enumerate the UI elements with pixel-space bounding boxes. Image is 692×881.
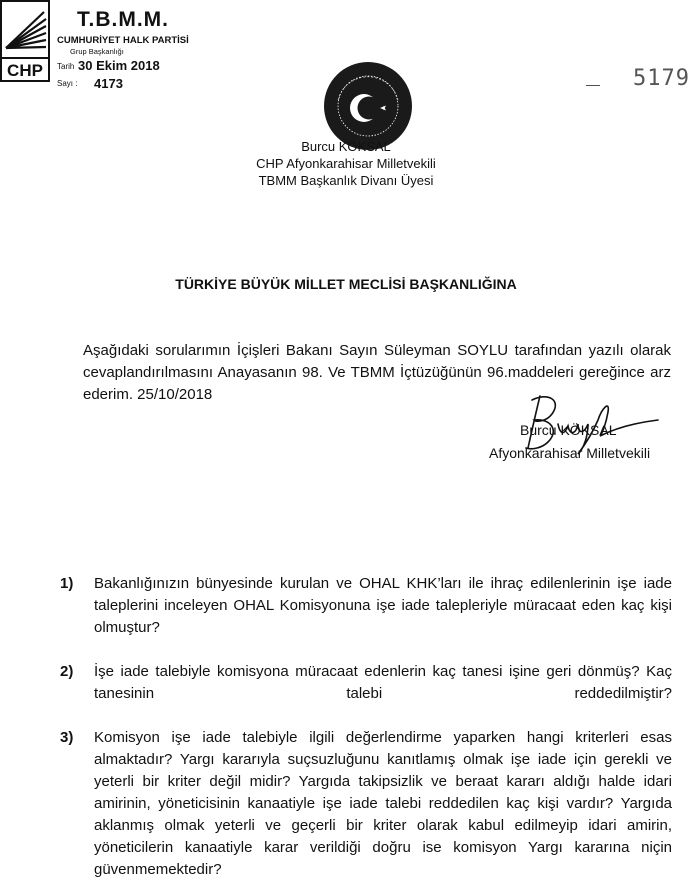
stamp-number-value: 4173 bbox=[94, 76, 123, 91]
question-text: İşe iade talebiyle komisyona müracaat edenlerin kaç tanesi işine geri dönmüş? Kaç tanesinin talebi reddedilmiştir? bbox=[94, 663, 672, 702]
page-title: TÜRKİYE BÜYÜK MİLLET MECLİSİ BAŞKANLIĞINA bbox=[175, 276, 517, 292]
sender-title: CHP Afyonkarahisar Milletvekili bbox=[256, 156, 436, 171]
stamp-date-label: Tarih bbox=[57, 62, 75, 71]
sender-block bbox=[200, 138, 492, 189]
list-item bbox=[60, 661, 672, 727]
signer-title: Afyonkarahisar Milletvekili bbox=[489, 445, 651, 461]
question-number: 1) bbox=[60, 575, 74, 592]
question-list bbox=[60, 573, 672, 881]
registry-number: 5179 bbox=[633, 66, 690, 91]
stamp-number-label: Sayı : bbox=[57, 79, 78, 88]
chp-logo bbox=[0, 0, 50, 82]
chp-logo-text: CHP bbox=[7, 61, 43, 80]
body-paragraph: Aşağıdaki sorularımın İçişleri Bakanı Sayın Süleyman SOYLU tarafından yazılı olarak cevaplandırılmasını Anayasanın 98. Ve TBMM İçtüzüğünün 96.maddeleri gereğince arz ederim. 25/10/2018 bbox=[83, 342, 671, 403]
stamp-date-value: 30 Ekim 2018 bbox=[78, 58, 160, 73]
question-text: Komisyon işe iade talebiyle ilgili değerlendirme yaparken hangi kriterleri esas almaktadır? Yargı kararıyla suçsuzluğunu kanıtlamış olmak işe iade için gerekli ve yeterli bir kriter değil midir? Yargıda takipsizlik ve beraat kararı aldığı halde idari amirinin, yöneticisinin kanaatiyle işe iade talebi reddedilen kaç kişi vardır? Yargıda aklanmış olmak yeterli ve geçerli bir kriter olarak kabul edilmeyip idari amirin, yöneticilerin kanaatiyle karar verildiği doğru ise komisyon Yargı kararına niçin güvenmemektedir? bbox=[94, 729, 672, 878]
registry-dash: — bbox=[586, 76, 600, 92]
question-number: 2) bbox=[60, 663, 74, 680]
stamp-party: CUMHURİYET HALK PARTİSİ bbox=[57, 35, 189, 46]
stamp-office: Grup Başkanlığı bbox=[70, 47, 124, 56]
signature-block bbox=[489, 419, 650, 465]
sender-name: Burcu KÖKSAL bbox=[301, 139, 391, 154]
sender-role: TBMM Başkanlık Divanı Üyesi bbox=[258, 173, 434, 188]
signer-name: Burcu KÖKSAL bbox=[520, 422, 617, 438]
question-text: Bakanlığınızın bünyesinde kurulan ve OHAL KHK’ları ile ihraç edilenlerinin işe iade taleplerini inceleyen OHAL Komisyonuna işe iade talepleriyle müracaat eden kaç kişi olmuştur? bbox=[94, 575, 672, 636]
six-arrows-icon bbox=[6, 12, 46, 48]
stamp-institution: T.B.M.M. bbox=[77, 8, 169, 31]
list-item bbox=[60, 573, 672, 661]
list-item bbox=[60, 727, 672, 881]
question-number: 3) bbox=[60, 729, 74, 746]
